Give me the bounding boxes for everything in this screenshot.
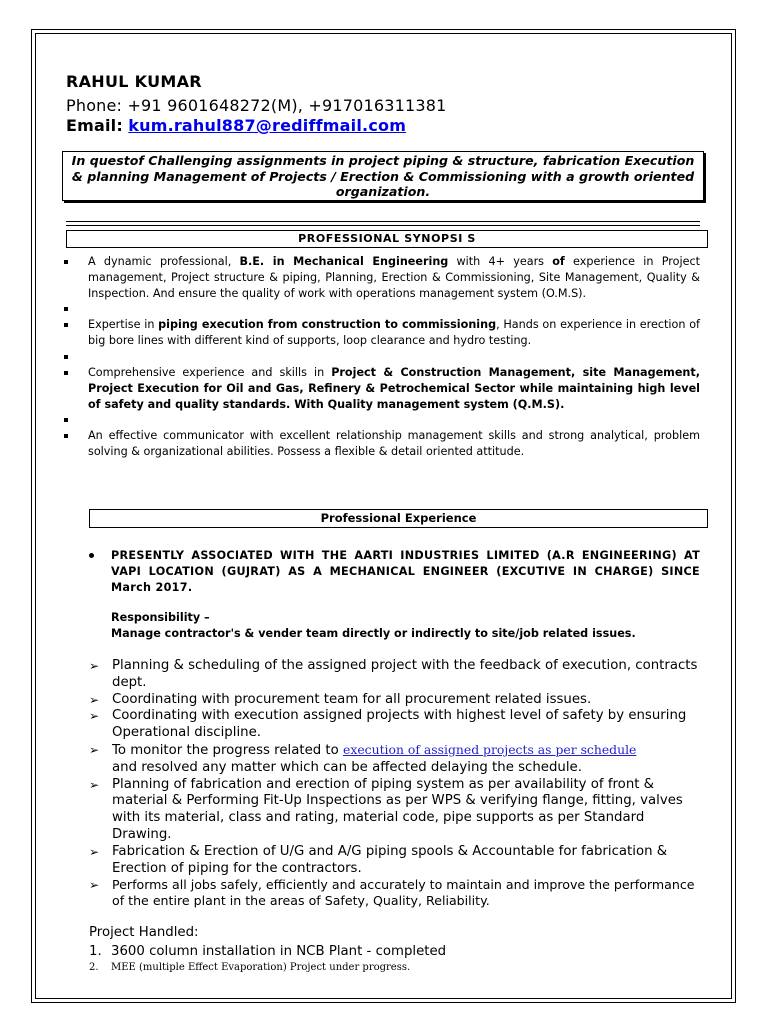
project-item: 1. 3600 column installation in NCB Plant - completed	[89, 944, 447, 959]
objective-text: In questof Challenging assignments in project piping & structure, fabrication Execution & planning Management of Projects / Erection & Commissioning with a growth oriented organization.	[71, 153, 695, 199]
duty-item: ➢ Planning & scheduling of the assigned project with the feedback of execution, contracts dept.	[89, 658, 698, 690]
synopsis-item: An effective communicator with excellent relationship management skills and strong analytical, problem solving & organizational abilities. Possess a flexible & detail oriented attitude.	[60, 428, 700, 460]
projects-list	[89, 943, 446, 974]
synopsis-heading: PROFESSIONAL SYNOPSI S	[66, 230, 708, 248]
duty-item: ➢ Coordinating with execution assigned projects with highest level of safety by ensuring Operational discipline.	[89, 708, 687, 741]
duty-item: ➢ Performs all jobs safely, efficiently and accurately to maintain and improve the performance of the entire plant in the areas of Safety, Quality, Reliability.	[89, 877, 695, 909]
duty-item: ➢ To monitor the progress related to execution of assigned projects as per schedule and resolved any matter which can be affected delaying the schedule.	[89, 741, 637, 775]
responsibility-block	[111, 610, 700, 642]
experience-heading: Professional Experience	[89, 509, 708, 528]
square-bullet-icon	[64, 307, 68, 311]
arrow-bullet-icon: ➢	[89, 777, 100, 792]
duty-item: ➢ Fabrication & Erection of U/G and A/G piping spools & Accountable for fabrication & Erection of piping for the contractors.	[89, 843, 668, 876]
arrow-bullet-icon: ➢	[89, 878, 100, 893]
candidate-name: RAHUL KUMAR	[66, 72, 202, 91]
current-position-text: PRESENTLY ASSOCIATED WITH THE AARTI INDUSTRIES LIMITED (A.R ENGINEERING) AT VAPI LOCATION (GUJRAT) AS A MECHANICAL ENGINEER (EXCUTIVE IN CHARGE) SINCE March 2017.	[111, 549, 700, 594]
divider-rule	[66, 225, 700, 226]
arrow-bullet-icon: ➢	[89, 844, 100, 859]
arrow-bullet-icon: ➢	[89, 692, 100, 707]
synopsis-empty-item	[60, 412, 700, 428]
arrow-bullet-icon: ➢	[89, 742, 100, 757]
synopsis-item: Comprehensive experience and skills in Project & Construction Management, site Management, Project Execution for Oil and Gas, Refinery & Petrochemical Sector while maintaining high level of safety and quality standards. With Quality management system (Q.M.S).	[60, 365, 700, 412]
duty-item: ➢ Planning of fabrication and erection of piping system as per availability of front & material & Performing Fit-Up Inspections as per WPS & verifying flange, fitting, valves with its material, class and rating, material code, pipe supports as per Standard Drawing.	[89, 776, 683, 842]
duty-item: ➢ Coordinating with procurement team for all procurement related issues.	[89, 691, 592, 707]
schedule-link[interactable]: execution of assigned projects as per schedule	[343, 741, 637, 757]
synopsis-empty-item	[60, 349, 700, 365]
project-item: 2. MEE (multiple Effect Evaporation) Project under progress.	[89, 962, 411, 973]
duties-list	[89, 658, 704, 909]
square-bullet-icon	[64, 371, 68, 375]
responsibility-label: Responsibility –	[111, 611, 210, 624]
responsibility-text: Manage contractor's & vender team directly or indirectly to site/job related issues.	[111, 627, 636, 640]
email-line	[66, 116, 406, 135]
arrow-bullet-icon: ➢	[89, 659, 100, 673]
phone-line: Phone: +91 9601648272(M), +917016311381	[66, 96, 447, 115]
email-label: Email:	[66, 116, 123, 135]
arrow-bullet-icon: ➢	[89, 709, 100, 724]
synopsis-item: A dynamic professional, B.E. in Mechanical Engineering with 4+ years of experience in Project management, Project structure & piping, Planning, Erection & Commissioning, Site Management, Quality & Inspection. And ensure the quality of work with operations management system (O.M.S).	[60, 254, 700, 301]
projects-heading: Project Handled:	[89, 925, 199, 940]
square-bullet-icon	[64, 434, 68, 438]
current-position	[89, 548, 700, 596]
square-bullet-icon	[64, 323, 68, 327]
square-bullet-icon	[64, 260, 68, 264]
synopsis-empty-item	[60, 301, 700, 317]
divider-rule	[66, 221, 700, 222]
square-bullet-icon	[64, 418, 68, 422]
objective-box	[62, 151, 704, 201]
round-bullet-icon	[89, 553, 94, 558]
square-bullet-icon	[64, 355, 68, 359]
synopsis-item: Expertise in piping execution from construction to commissioning, Hands on experience in erection of big bore lines with different kind of supports, loop clearance and hydro testing.	[60, 317, 700, 349]
synopsis-list	[60, 254, 700, 460]
email-link[interactable]: kum.rahul887@rediffmail.com	[128, 116, 407, 135]
